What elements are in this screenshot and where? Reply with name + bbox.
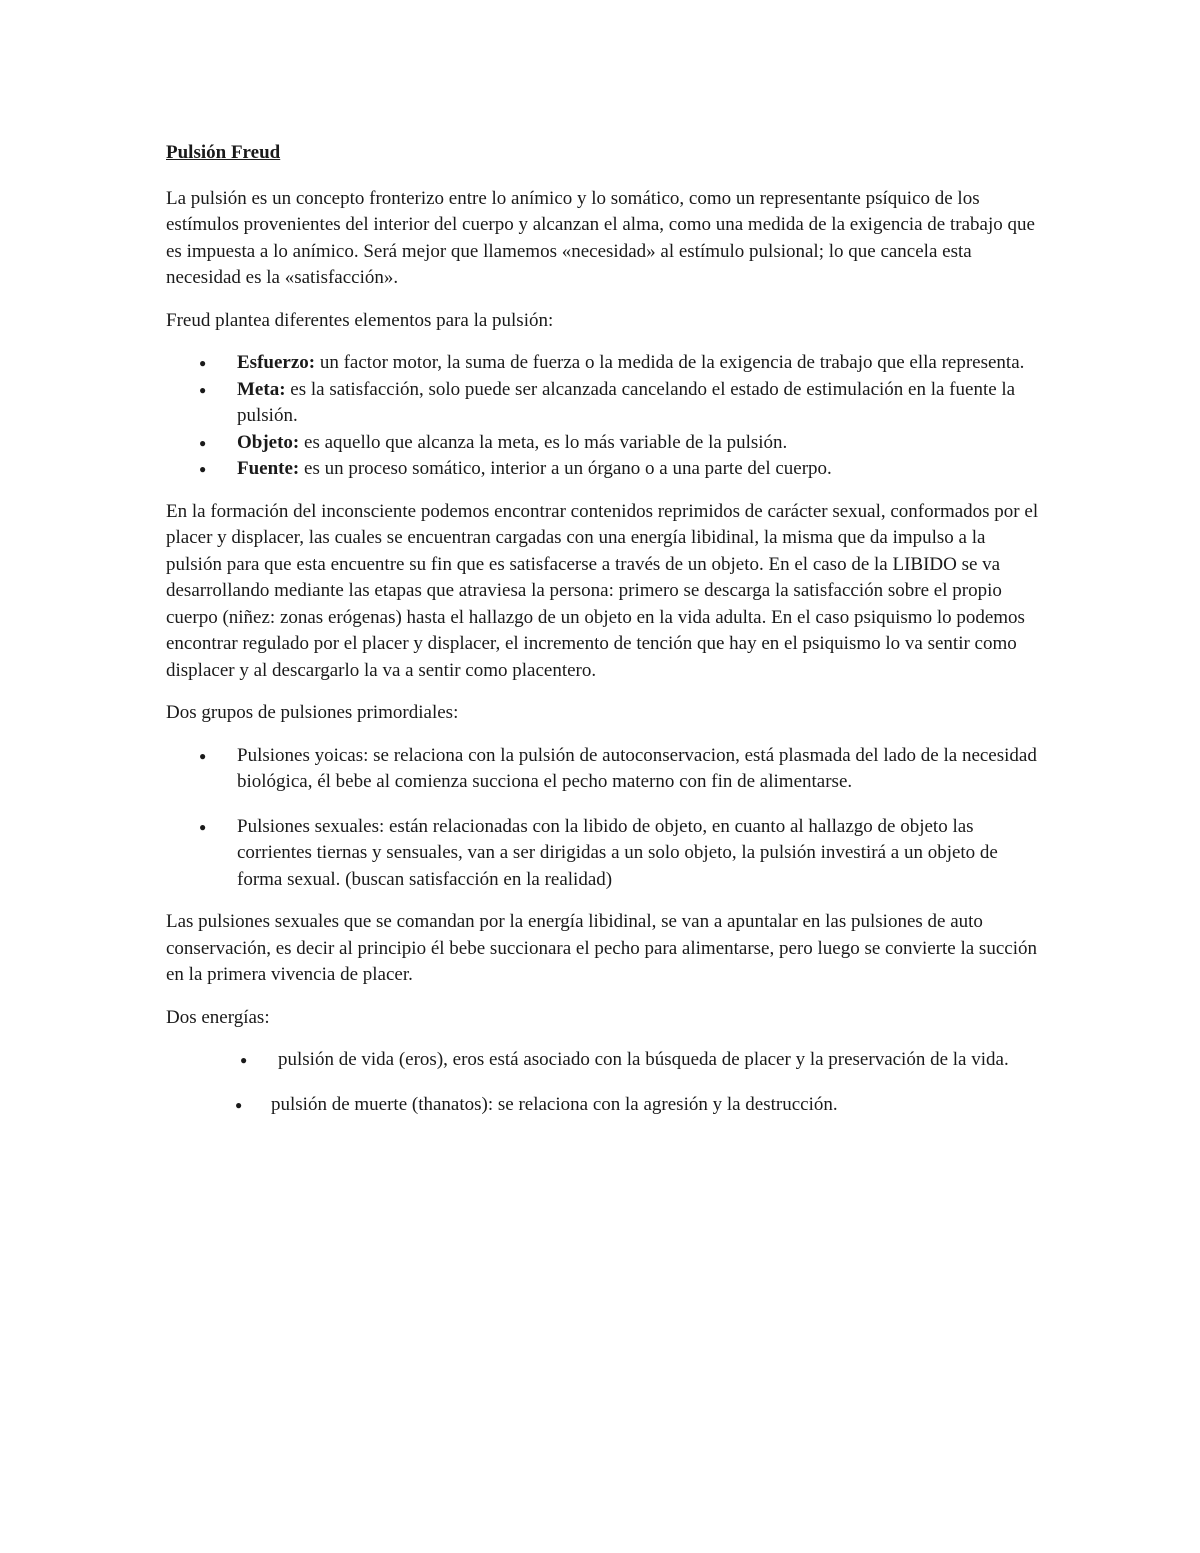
- intro-paragraph: La pulsión es un concepto fronterizo entre lo anímico y lo somático, como un representante psíquico de los estímulos provenientes del interior del cuerpo y alcanzan el alma, como una medida de la exigencia de trabajo que es impuesta a lo anímico. Será mejor que llamemos «necesidad» al estímulo pulsional; lo que cancela esta necesidad es la «satisfacción».: [166, 187, 1035, 288]
- term-label: Meta:: [237, 378, 286, 400]
- list-item-fuente: [166, 456, 1046, 483]
- term-text: es aquello que alcanza la meta, es lo más variable de la pulsión.: [299, 431, 788, 453]
- list-item-thanatos: ● pulsión de muerte (thanatos): se relaciona con la agresión y la destrucción.: [166, 1092, 1046, 1119]
- list-item-meta: [166, 377, 1046, 430]
- list-item-sexuales: ● Pulsiones sexuales: están relacionadas con la libido de objeto, en cuanto al hallazgo de objeto las corrientes tiernas y sensuales, van a ser dirigidas a un solo objeto, la pulsión investirá a un objeto de forma sexual. (buscan satisfacción en la realidad): [166, 814, 1046, 894]
- list-item-eros: ● pulsión de vida (eros), eros está asociado con la búsqueda de placer y la preservación de la vida.: [166, 1047, 1046, 1074]
- list-item-objeto: [166, 430, 1046, 457]
- term-text: un factor motor, la suma de fuerza o la medida de la exigencia de trabajo que ella representa.: [315, 352, 1025, 373]
- energies-list: [166, 1047, 1046, 1118]
- term-text: es un proceso somático, interior a un órgano o a una parte del cuerpo.: [299, 458, 832, 479]
- list-item-yoicas: ● Pulsiones yoicas: se relaciona con la pulsión de autoconservacion, está plasmada del lado de la necesidad biológica, él bebe al comienza succiona el pecho materno con fin de alimentarse.: [166, 743, 1046, 796]
- groups-list: [166, 743, 1046, 894]
- energies-intro: Dos energías:: [166, 1006, 270, 1028]
- list-item-esfuerzo: [166, 350, 1046, 377]
- document-page: [166, 140, 1046, 1134]
- groups-intro: Dos grupos de pulsiones primordiales:: [166, 702, 459, 723]
- elements-intro: Freud plantea diferentes elementos para la pulsión:: [166, 309, 554, 331]
- term-label: Objeto:: [237, 431, 300, 453]
- term-label: Fuente:: [237, 458, 300, 479]
- inconsciente-paragraph: En la formación del inconsciente podemos encontrar contenidos reprimidos de carácter sexual, conformados por el placer y displacer, las cuales se encuentran cargadas con una energía libidinal, la misma que da impulso a la pulsión para que esta encuentre su fin que es satisfacerse a través de un objeto. En el caso de la LIBIDO se va desarrollando mediante las etapas que atraviesa la persona: primero se descarga la satisfacción sobre el propio cuerpo (niñez: zonas erógenas) hasta el hallazgo de un objeto en la vida adulta. En el caso psiquismo lo podemos encontrar regulado por el placer y displacer, el incremento de tención que hay en el psiquismo lo va sentir como displacer y al descargarlo la va a sentir como placentero.: [166, 500, 1039, 681]
- term-label: Esfuerzo:: [237, 352, 316, 373]
- document-title: Pulsión Freud: [166, 142, 281, 163]
- term-text: es la satisfacción, solo puede ser alcanzada cancelando el estado de estimulación en la fuente la pulsión.: [237, 378, 1016, 426]
- elements-list: [166, 350, 1046, 483]
- apuntalamiento-paragraph: Las pulsiones sexuales que se comandan por la energía libidinal, se van a apuntalar en las pulsiones de auto conservación, es decir al principio él bebe succionara el pecho para alimentarse, pero luego se convierte la succión en la primera vivencia de placer.: [166, 911, 1037, 985]
